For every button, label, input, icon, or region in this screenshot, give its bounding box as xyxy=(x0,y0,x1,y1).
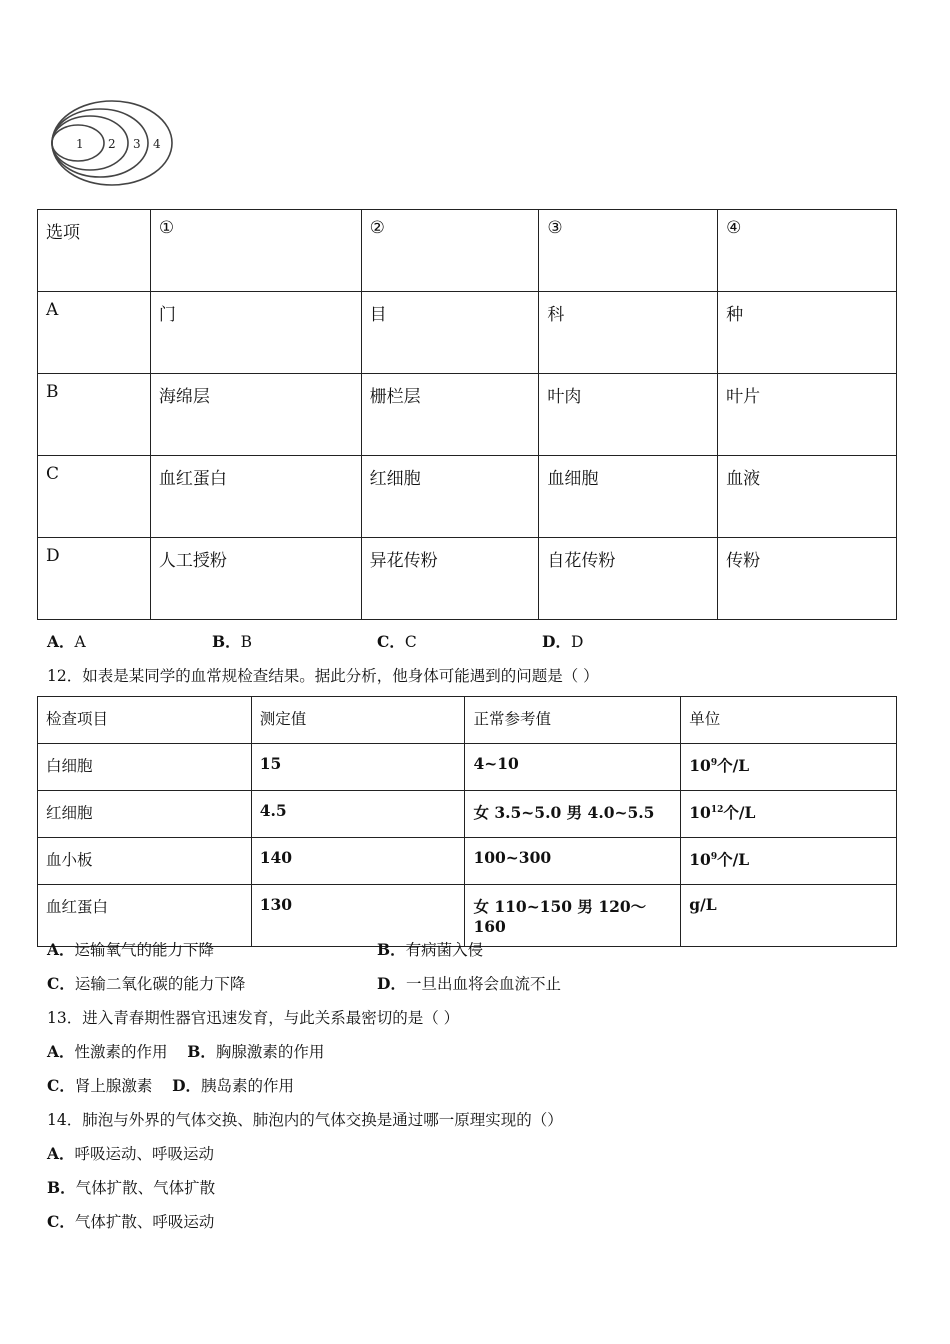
q13-options-row-1 xyxy=(47,1040,324,1062)
option-text: 有病菌入侵 xyxy=(405,941,484,959)
table-row xyxy=(38,374,897,456)
option-text: A xyxy=(74,633,86,651)
table-row xyxy=(38,292,897,374)
table-cell: 科 xyxy=(539,292,718,374)
table-row xyxy=(38,456,897,538)
table-cell: B xyxy=(38,374,151,456)
option-label: A． xyxy=(47,940,75,959)
option-text: 一旦出血将会血流不止 xyxy=(405,975,561,993)
table-cell: 门 xyxy=(150,292,361,374)
q14-option-a xyxy=(47,1142,214,1164)
table-header-row xyxy=(38,210,897,292)
ellipse-2 xyxy=(52,116,128,170)
ellipse-label-4: 4 xyxy=(153,137,161,151)
option-label: B． xyxy=(187,1042,216,1061)
value-cell: 4.5 xyxy=(251,791,465,838)
option-label: A． xyxy=(47,1042,75,1061)
unit-cell xyxy=(681,744,897,791)
header-cell: ④ xyxy=(718,210,897,292)
q14-option-b xyxy=(47,1176,215,1198)
value-cell: 140 xyxy=(251,838,465,885)
option-label: D． xyxy=(377,974,406,993)
unit-base: 10 xyxy=(689,850,711,869)
table-cell: 传粉 xyxy=(718,538,897,620)
nested-ellipse-diagram xyxy=(50,96,175,188)
header-cell: ② xyxy=(361,210,539,292)
table-cell: 目 xyxy=(361,292,539,374)
unit-rest: 个/L xyxy=(723,803,756,822)
q12-option-c xyxy=(47,972,245,994)
reference-cell: 4~10 xyxy=(465,744,681,791)
header-cell: 单位 xyxy=(681,697,897,744)
item-cell: 白细胞 xyxy=(38,744,252,791)
option-label: D． xyxy=(172,1076,202,1095)
unit-cell xyxy=(681,838,897,885)
option-text: 呼吸运动、呼吸运动 xyxy=(74,1145,215,1163)
table-cell: 叶片 xyxy=(718,374,897,456)
table-cell: 红细胞 xyxy=(361,456,539,538)
header-cell: 检查项目 xyxy=(38,697,252,744)
q12-option-d xyxy=(377,972,561,994)
option-text: 性激素的作用 xyxy=(74,1043,168,1061)
unit-rest: 个/L xyxy=(717,850,750,869)
option-label: B． xyxy=(377,940,406,959)
q13-stem: 13．进入青春期性器官迅速发育，与此关系最密切的是（ ） xyxy=(47,1009,460,1027)
table-cell: A xyxy=(38,292,151,374)
ellipse-label-1: 1 xyxy=(76,137,84,151)
option-text: D xyxy=(570,633,584,651)
q12-option-b xyxy=(377,938,483,960)
option-label: B． xyxy=(212,632,241,651)
option-label: A． xyxy=(47,632,75,651)
option-text: 运输氧气的能力下降 xyxy=(74,941,215,959)
table-cell: 血红蛋白 xyxy=(150,456,361,538)
table-cell: 栅栏层 xyxy=(361,374,539,456)
table-cell: 异花传粉 xyxy=(361,538,539,620)
table-cell: C xyxy=(38,456,151,538)
item-cell: 血红蛋白 xyxy=(38,885,252,947)
classification-table xyxy=(37,209,897,620)
option-label: C． xyxy=(47,974,75,993)
table-row xyxy=(38,538,897,620)
item-cell: 血小板 xyxy=(38,838,252,885)
unit-base: 10 xyxy=(689,803,711,822)
option-text: 胰岛素的作用 xyxy=(201,1077,295,1095)
option-text: 运输二氧化碳的能力下降 xyxy=(74,975,246,993)
unit-base: g/L xyxy=(689,895,717,914)
header-cell: ① xyxy=(150,210,361,292)
header-cell: ③ xyxy=(539,210,718,292)
q11-option-a xyxy=(47,630,86,652)
table-row xyxy=(38,791,897,838)
q11-option-d xyxy=(542,630,583,652)
table-cell: 血液 xyxy=(718,456,897,538)
option-text: 气体扩散、呼吸运动 xyxy=(74,1213,215,1231)
header-cell: 正常参考值 xyxy=(465,697,681,744)
ellipse-label-3: 3 xyxy=(133,137,141,151)
option-label: C． xyxy=(47,1212,75,1231)
option-label: A． xyxy=(47,1144,75,1163)
table-cell: 人工授粉 xyxy=(150,538,361,620)
reference-cell: 100~300 xyxy=(465,838,681,885)
reference-cell: 女 3.5~5.0 男 4.0~5.5 xyxy=(465,791,681,838)
option-label: C． xyxy=(377,632,405,651)
q12-option-a xyxy=(47,938,214,960)
option-label: B． xyxy=(47,1178,76,1197)
value-cell: 15 xyxy=(251,744,465,791)
unit-base: 10 xyxy=(689,756,711,775)
option-text: 气体扩散、气体扩散 xyxy=(75,1179,216,1197)
table-row xyxy=(38,744,897,791)
blood-test-table xyxy=(37,696,897,947)
header-cell: 测定值 xyxy=(251,697,465,744)
q14-stem: 14．肺泡与外界的气体交换、肺泡内的气体交换是通过哪一原理实现的（） xyxy=(47,1111,563,1129)
table-header-row xyxy=(38,697,897,744)
item-cell: 红细胞 xyxy=(38,791,252,838)
q11-option-c xyxy=(377,630,417,652)
option-text: C xyxy=(404,633,417,651)
table-cell: 海绵层 xyxy=(150,374,361,456)
table-cell: 自花传粉 xyxy=(539,538,718,620)
reference-cell: 女 110~150 男 120～160 xyxy=(465,885,681,947)
q13-options-row-2 xyxy=(47,1074,294,1096)
unit-rest: 个/L xyxy=(717,756,750,775)
unit-cell xyxy=(681,791,897,838)
table-cell: D xyxy=(38,538,151,620)
q12-stem: 12．如表是某同学的血常规检查结果。据此分析，他身体可能遇到的问题是（ ） xyxy=(47,667,599,685)
unit-cell xyxy=(681,885,897,947)
table-cell: 血细胞 xyxy=(539,456,718,538)
table-cell: 种 xyxy=(718,292,897,374)
option-text: 肾上腺激素 xyxy=(74,1077,153,1095)
unit-exponent: 12 xyxy=(710,804,724,815)
header-cell: 选项 xyxy=(38,210,151,292)
value-cell: 130 xyxy=(251,885,465,947)
q14-option-c xyxy=(47,1210,214,1232)
table-cell: 叶肉 xyxy=(539,374,718,456)
option-text: 胸腺激素的作用 xyxy=(215,1043,325,1061)
q11-option-b xyxy=(212,630,252,652)
ellipse-label-2: 2 xyxy=(108,137,116,151)
option-text: B xyxy=(240,633,252,651)
unit-exponent: 9 xyxy=(710,851,718,862)
option-label: C． xyxy=(47,1076,75,1095)
unit-exponent: 9 xyxy=(710,757,718,768)
table-row xyxy=(38,838,897,885)
option-label: D． xyxy=(542,632,571,651)
